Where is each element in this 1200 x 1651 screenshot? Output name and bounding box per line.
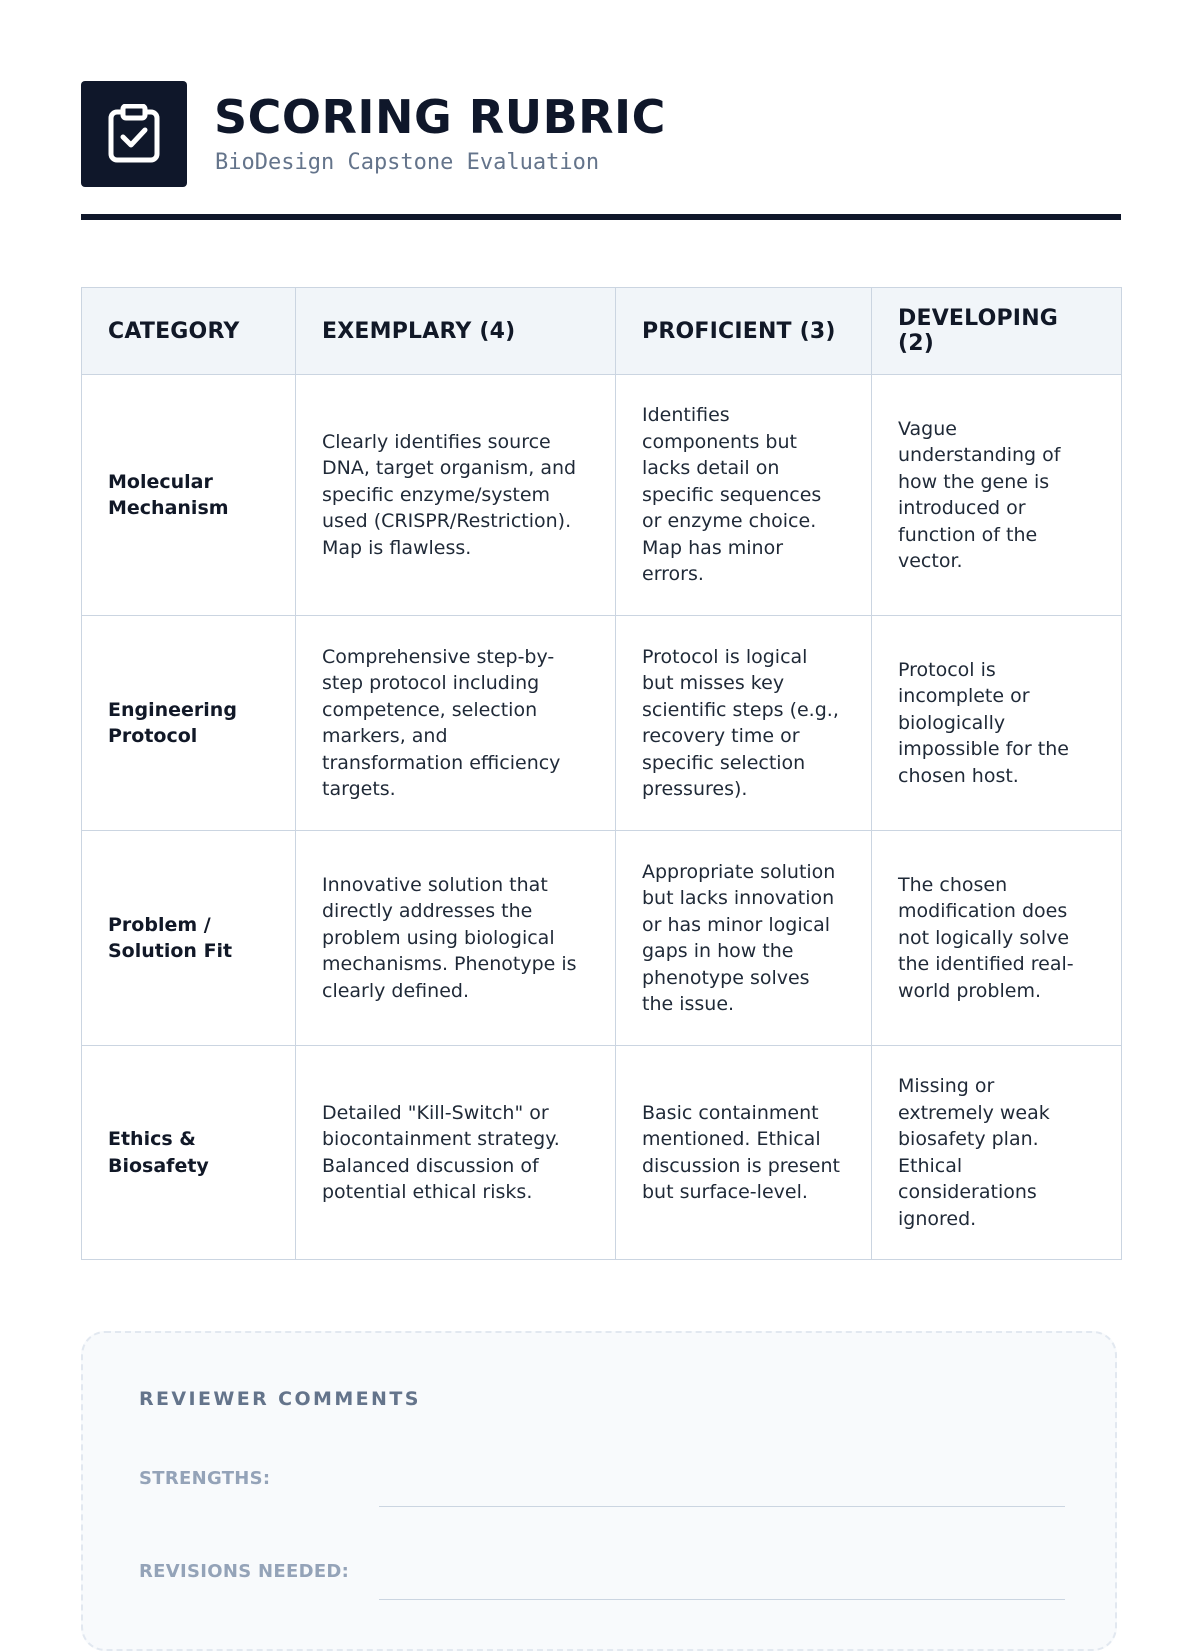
exemplary-cell: Innovative solution that directly addresses the problem using biological mechanisms. Phenotype is clearly defined. bbox=[296, 831, 616, 1046]
exemplary-cell: Detailed "Kill-Switch" or biocontainment strategy. Balanced discussion of potential ethical risks. bbox=[296, 1046, 616, 1260]
proficient-cell: Appropriate solution but lacks innovation or has minor logical gaps in how the phenotype solves the issue. bbox=[616, 831, 872, 1046]
developing-cell: Protocol is incomplete or biologically impossible for the chosen host. bbox=[872, 616, 1122, 831]
table-row bbox=[82, 616, 1122, 831]
category-cell: Ethics & Biosafety bbox=[82, 1046, 296, 1260]
revisions-label: REVISIONS NEEDED: bbox=[139, 1561, 350, 1582]
table-row bbox=[82, 1046, 1122, 1260]
category-cell: Engineering Protocol bbox=[82, 616, 296, 831]
column-header-proficient: PROFICIENT (3) bbox=[616, 288, 872, 375]
table-row bbox=[82, 831, 1122, 1046]
developing-cell: Missing or extremely weak biosafety plan. Ethical considerations ignored. bbox=[872, 1046, 1122, 1260]
page-title: SCORING RUBRIC bbox=[214, 90, 666, 144]
comments-heading: REVIEWER COMMENTS bbox=[139, 1388, 421, 1410]
developing-cell: Vague understanding of how the gene is introduced or function of the vector. bbox=[872, 375, 1122, 616]
table-header-row bbox=[82, 288, 1122, 375]
category-cell: Problem / Solution Fit bbox=[82, 831, 296, 1046]
logo bbox=[81, 81, 187, 187]
proficient-cell: Identifies components but lacks detail on specific sequences or enzyme choice. Map has minor errors. bbox=[616, 375, 872, 616]
column-header-developing: DEVELOPING (2) bbox=[872, 288, 1122, 375]
column-header-category: CATEGORY bbox=[82, 288, 296, 375]
column-header-exemplary: EXEMPLARY (4) bbox=[296, 288, 616, 375]
reviewer-comments-panel bbox=[81, 1331, 1117, 1651]
exemplary-cell: Comprehensive step-by-step protocol including competence, selection markers, and transformation efficiency targets. bbox=[296, 616, 616, 831]
developing-cell: The chosen modification does not logically solve the identified real-world problem. bbox=[872, 831, 1122, 1046]
proficient-cell: Protocol is logical but misses key scientific steps (e.g., recovery time or specific selection pressures). bbox=[616, 616, 872, 831]
category-cell: Molecular Mechanism bbox=[82, 375, 296, 616]
proficient-cell: Basic containment mentioned. Ethical discussion is present but surface-level. bbox=[616, 1046, 872, 1260]
table-row bbox=[82, 375, 1122, 616]
strengths-field[interactable] bbox=[379, 1506, 1065, 1507]
strengths-label: STRENGTHS: bbox=[139, 1468, 271, 1489]
clipboard-check-icon bbox=[107, 104, 161, 164]
exemplary-cell: Clearly identifies source DNA, target organism, and specific enzyme/system used (CRISPR/Restriction). Map is flawless. bbox=[296, 375, 616, 616]
header-divider bbox=[81, 214, 1121, 220]
rubric-table bbox=[81, 287, 1122, 1260]
page-header bbox=[81, 81, 1121, 221]
page-subtitle: BioDesign Capstone Evaluation bbox=[215, 150, 600, 175]
